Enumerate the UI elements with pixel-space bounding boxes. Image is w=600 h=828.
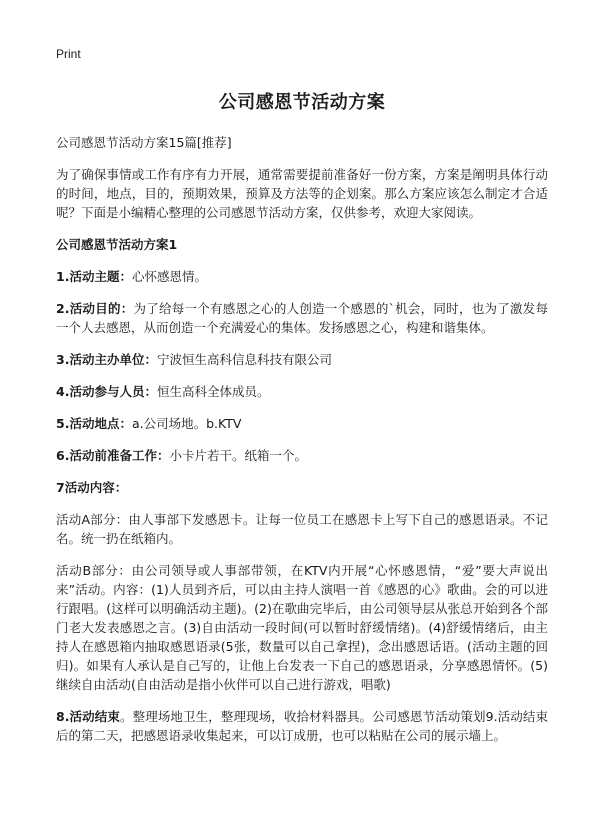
item-value: 小卡片若干。纸箱一个。 — [169, 448, 307, 463]
section-heading: 公司感恩节活动方案1 — [56, 237, 178, 252]
item-theme — [56, 267, 548, 286]
item-participants — [56, 382, 548, 401]
intro-paragraph: 为了确保事情或工作有序有力开展，通常需要提前准备好一份方案，方案是阐明具体行动的时间，地点，目的，预期效果，预算及方法等的企划案。那么方案应该怎么制定才合适呢？下面是小编精心整理的公司感恩节活动方案，仅供参考，欢迎大家阅读。 — [56, 167, 548, 220]
item-key: 6.活动前准备工作： — [56, 448, 170, 463]
item-key: 5.活动地点： — [56, 416, 132, 431]
item-key: 1.活动主题： — [56, 269, 132, 284]
item-value: 为了给每一个有感恩之心的人创造一个感恩的`机会，同时，也为了激发每一个人去感恩，从而创造一个充满爱心的集体。发扬感恩之心，构建和谐集体。 — [56, 301, 548, 335]
item-preparation — [56, 446, 548, 465]
item-value: 。整理场地卫生，整理现场，收拾材料器具。公司感恩节活动策划9.活动结束后的第二天，把感恩语录收集起来，可以订成册，也可以粘贴在公司的展示墙上。 — [56, 709, 548, 743]
item-location — [56, 414, 548, 433]
document-subtitle: 公司感恩节活动方案15篇[推荐] — [56, 135, 232, 150]
part-b-paragraph: 活动B部分：由公司领导或人事部带领，在KTV内开展“心怀感恩情，“爱”要大声说出来”活动。内容：(1)人员到齐后，可以由主持人演唱一首《感恩的心》歌曲。会的可以进行跟唱。(这样可以明确活动主题)。(2)在歌曲完毕后，由公司领导层从张总开始到各个部门老大发表感恩之言。(3)自由活动一段时间(可以暂时舒缓情绪)。(4)舒缓情绪后，由主持人在感恩箱内抽取感恩语录(5张，数量可以自己拿捏)，念出感恩话语。(活动主题的回归)。如果有人承认是自己写的，让他上台发表一下自己的感恩语录，分享感恩情怀。(5)继续自由活动(自由活动是指小伙伴可以自己进行游戏，唱歌) — [56, 563, 548, 692]
item-value: 恒生高科全体成员。 — [156, 384, 270, 399]
item-key: 2.活动目的： — [56, 301, 134, 316]
print-link[interactable]: Print — [56, 47, 81, 61]
part-a-paragraph: 活动A部分：由人事部下发感恩卡。让每一位员工在感恩卡上写下自己的感恩语录。不记名。统一扔在纸箱内。 — [56, 512, 548, 546]
item-key: 7活动内容： — [56, 480, 128, 495]
item-key: 8.活动结束 — [56, 709, 120, 724]
item-value: a.公司场地。b.KTV — [131, 416, 242, 431]
item-closing — [56, 707, 548, 745]
item-value: 宁波恒生高科信息科技有限公司 — [156, 352, 332, 367]
document-title: 公司感恩节活动方案 — [218, 92, 386, 113]
item-purpose — [56, 299, 548, 337]
item-organizer — [56, 350, 548, 369]
item-key: 4.活动参与人员： — [56, 384, 157, 399]
item-content — [56, 478, 548, 497]
item-key: 3.活动主办单位： — [56, 352, 157, 367]
item-value: 心怀感恩情。 — [131, 269, 207, 284]
